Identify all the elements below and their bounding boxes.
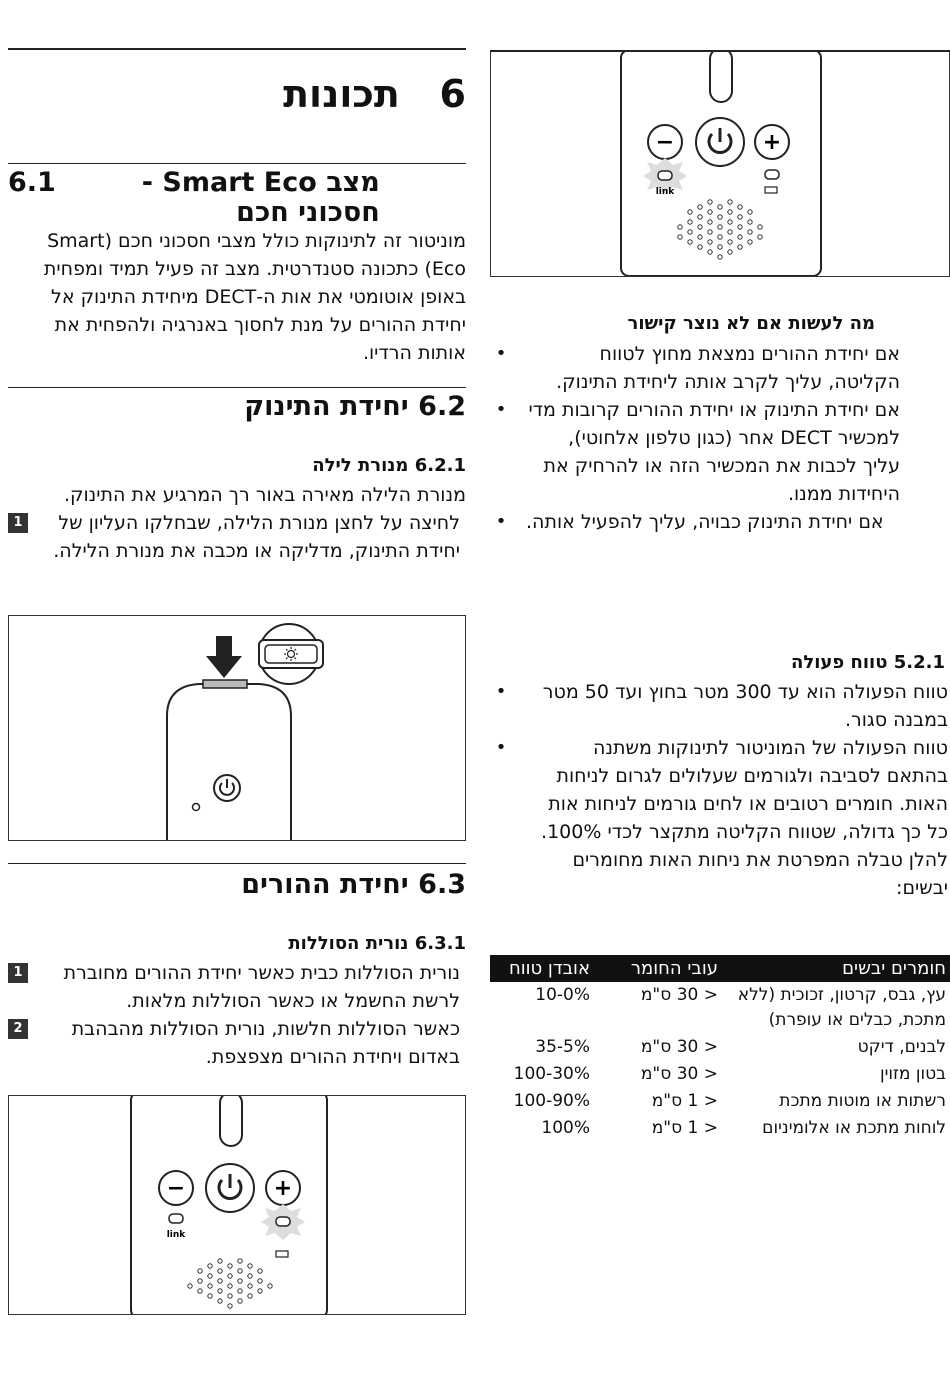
svg-text:+: + bbox=[762, 130, 782, 155]
step-item: 2 כאשר הסוללות חלשות, נורית הסוללות מהבהבת באדום ויחידת ההורים מצפצפת. bbox=[8, 1015, 466, 1071]
table-header-row bbox=[490, 955, 950, 982]
col-header-material: חומרים יבשים bbox=[722, 955, 950, 982]
section-6-1-title: 6.1 מצב Smart Eco - חסכוני חכם bbox=[8, 167, 380, 228]
bullet-icon: • bbox=[495, 737, 507, 758]
section-6-2-1-intro: מנורת הלילה מאירה באור רך המרגיע את התינוק. bbox=[63, 484, 466, 506]
night-light-figure bbox=[8, 615, 466, 841]
table-row: עץ, גבס, קרטון, זכוכית (ללא מתכת, כבלים או עופרת) < 30 ס"מ 10-0% bbox=[535, 985, 946, 1030]
bullet-icon: • bbox=[495, 511, 507, 532]
bullet-icon: • bbox=[495, 681, 507, 702]
table-row: לוחות מתכת או אלומיניום < 1 ס"מ 100% bbox=[541, 1118, 946, 1138]
step-item: 1 נורית הסוללות כבית כאשר יחידת ההורים מחוברת לרשת החשמל או כאשר הסוללות מלאות. bbox=[8, 959, 466, 1015]
list-item: • אם יחידת התינוק כבויה, עליך להפעיל אותה. bbox=[490, 508, 900, 536]
table-row: בטון מזוין < 30 ס"מ 100-30% bbox=[513, 1064, 946, 1084]
materials-table bbox=[490, 955, 950, 1142]
section-6-3-1-title: 6.3.1 נורית הסוללות bbox=[288, 933, 466, 954]
col-header-loss: אובדן טווח bbox=[490, 955, 594, 982]
step-item: 1 לחיצה על לחצן מנורת הלילה, שבחלקו העליון של יחידת התינוק, מדליקה או מכבה את מנורת הלילה. bbox=[8, 509, 466, 565]
section-6-2-1-steps bbox=[8, 509, 466, 565]
battery-light-figure bbox=[8, 1095, 466, 1315]
svg-text:−: − bbox=[655, 130, 675, 155]
no-link-list bbox=[490, 340, 900, 536]
link-label: link bbox=[655, 187, 675, 197]
list-item: • טווח הפעולה של המוניטור לתינוקות משתנה בהתאם לסביבה ולגורמים שעלולים לגרום לניחות האות. חומרים רטובים או לחים גורמים לניחות אות כל כך גדולה, שטווח הקליטה מתקצר לכדי 100%. להלן טבלה המפרטת את ניחות האות מחומרים יבשים: bbox=[490, 734, 948, 902]
step-number-badge: 2 bbox=[8, 1019, 28, 1039]
rule-6-1 bbox=[8, 163, 466, 164]
range-heading: 5.2.1 טווח פעולה bbox=[790, 652, 945, 673]
range-list bbox=[490, 678, 948, 902]
section-6-2-title: 6.2 יחידת התינוק bbox=[244, 391, 466, 422]
list-item: • טווח הפעולה הוא עד 300 מטר בחוץ ועד 50 מטר במבנה סגור. bbox=[490, 678, 948, 734]
rule-6-3 bbox=[8, 863, 466, 864]
link-label: link bbox=[166, 1230, 186, 1240]
parent-unit-link-figure bbox=[490, 52, 950, 277]
section-6-3-1-steps bbox=[8, 959, 466, 1071]
top-rule-left bbox=[8, 48, 466, 50]
no-link-title: מה לעשות אם לא נוצר קישור bbox=[627, 313, 875, 334]
step-number-badge: 1 bbox=[8, 963, 28, 983]
chapter-title: 6 תכונות bbox=[283, 72, 466, 116]
table-row: רשתות או מוטות מתכת < 1 ס"מ 100-90% bbox=[513, 1091, 946, 1111]
list-item: • אם יחידת התינוק או יחידת ההורים קרובות מדי למכשיר DECT אחר (כגון טלפון אלחוטי), עליך לכבות את המכשיר הזה או להרחיק את היחידות ממנו. bbox=[490, 396, 900, 508]
bullet-icon: • bbox=[495, 399, 507, 420]
col-header-thickness: עובי החומר bbox=[594, 955, 722, 982]
svg-text:+: + bbox=[273, 1176, 293, 1201]
rule-6-2 bbox=[8, 387, 466, 388]
section-6-2-1-title: 6.2.1 מנורת לילה bbox=[312, 455, 466, 476]
step-number-badge: 1 bbox=[8, 513, 28, 533]
section-6-3-title: 6.3 יחידת ההורים bbox=[241, 869, 466, 900]
list-item: • אם יחידת ההורים נמצאת מחוץ לטווח הקליטה, עליך לקרב אותה ליחידת התינוק. bbox=[490, 340, 900, 396]
bullet-icon: • bbox=[495, 343, 507, 364]
section-6-1-text: מוניטור זה לתינוקות כולל מצבי חסכוני חכם (Smart Eco) כתכונה סטנדרטית. מצב זה פעיל תמיד ומפחית באופן אוטומטי את אות ה-DECT מיחידת התינוק אל יחידת ההורים על מנת לחסוך באנרגיה ולהפחית את אותות הרדיו. bbox=[43, 230, 466, 364]
table-row: לבנים, דיקט < 30 ס"מ 35-5% bbox=[535, 1037, 946, 1057]
svg-text:−: − bbox=[166, 1176, 186, 1201]
